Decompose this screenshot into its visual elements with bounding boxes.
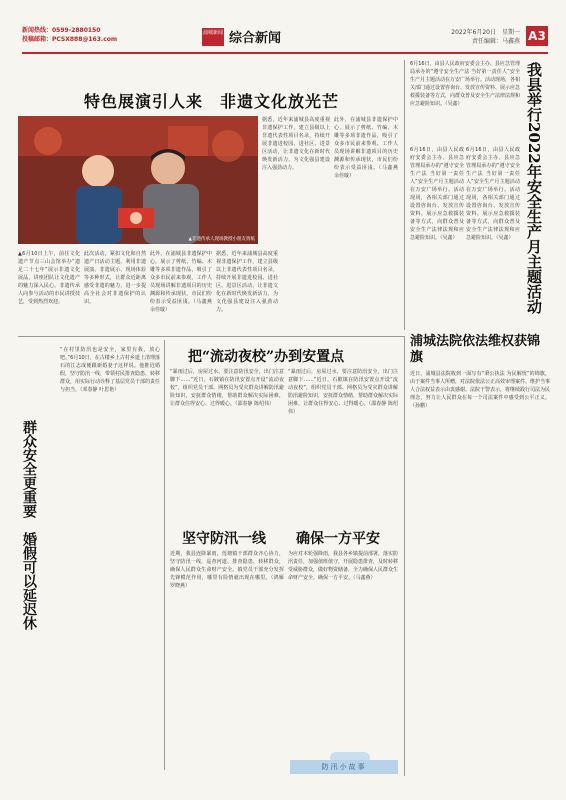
story6-body: 近期，我县连降暴雨，莲塘镇干部群众齐心协力，坚守防汛一线，巡查河道、排查隐患、转移群众，确保人民群众生命财产安全。镇党员干部充分发挥先锋模范作用，哪里有险情就出现在哪里。（鸿雁 罗晓燕） (170, 551, 284, 589)
story1-col2: 此次活动，紧扣文化和自然遗产日活动主题，利用非遗展演、非遗展示、现场体验等多种形式，让群众近距离感受非遗的魅力，进一步提高全社会对非遗保护的认识。 (84, 251, 146, 305)
story2-body-left: 6月16日，由县人民政府安委会主办、县应急管理局承办的“遵守安全生产法 当好第一责任人”安全生产月主题活动在万安广场举行。活动现场，各相关部门通过设置咨询台、发放宣传资料、展示应急救援装备等方式，向群众普及安全生产法律法规和应急避险知识。（吴鑫） (410, 147, 464, 241)
footer-banner: 防汛小故事 (290, 760, 398, 774)
story1-col5: 据悉，近年来浦城县高度重视非遗保护工作，建立县级以上非遗代表性项目名录，持续开展非遗进校园、进社区、进景区活动，让非遗文化在新时代焕发新活力，为文化强县建设注入强劲动力。 (262, 117, 330, 171)
page-number: A3 (526, 26, 548, 46)
column-divider (404, 60, 405, 330)
story1-col3: 此外，在浦城县非遗保护中心，展示了剪纸、竹编、木雕等多项非遗作品，吸引了众多市民前来参观。工作人员现场讲解非遗项目的历史渊源和传承现状，市民们纷纷表示受益匪浅。（马鑫燕 余佳璇） (150, 251, 212, 313)
story1-headline: 特色展演引人来 非遗文化放光芒 (84, 92, 340, 111)
story1-photo (18, 116, 258, 244)
contact-info (22, 26, 117, 44)
story1-col6: 此外，在浦城县非遗保护中心，展示了剪纸、竹编、木雕等多项非遗作品，吸引了众多市民前来参观。工作人员现场讲解非遗项目的历史渊源和传承现状，市民们纷纷表示受益匪浅。（马鑫燕 余佳璇） (334, 117, 398, 179)
newspaper-logo: 浦城新闻 (202, 28, 224, 46)
story3-headline-text: 浦城法院依法维权获锦旗 (410, 334, 541, 365)
story4-body: “在村里防汛也是安全，家里有我，放心吧。”6月10日，在古楼乡上古村乡道上清理落石的江志成便跟新婚妻子这样说。他推迟婚假，坚守防汛一线，带领村民排查隐患、转移群众，用实际行动诠释了基层党员干部的责任与担当。（邓春静 叶思艳） (60, 347, 160, 393)
story5-col2: “暴雨过后，房屋过水，要注意防汛安全，出门注意脚下……”近日，石陂镇在防汛安置点开设“流动夜校”，组织党员干部、网格员为受灾群众讲解防汛避险知识，安抚群众情绪，帮助群众解决实际困难，让群众住得安心、过得暖心。（邵春静 陈绍伟） (288, 369, 398, 415)
page-header (22, 26, 548, 52)
story6-headline: 坚守防汛一线 (182, 531, 266, 547)
photo-caption: ▲非遗传承人现场教授小朋友剪纸 (188, 237, 255, 242)
story3-headline (410, 334, 550, 366)
story2-body-top: 6月16日，由县人民政府安委会主办、县应急管理局承办的“遵守安全生产法 当好第一责任人”安全生产月主题活动在万安广场举行。活动现场，各相关部门通过设置咨询台、发放宣传资料、展示应急救援装备等方式，向群众普及安全生产法律法规和应急避险知识。（吴鑫） (410, 61, 520, 107)
story1-col4: 据悉，近年来浦城县高度重视非遗保护工作，建立县级以上非遗代表性项目名录，持续开展非遗进校园、进社区、进景区活动，让非遗文化在新时代焕发新活力，为文化强县建设注入强劲动力。 (216, 251, 278, 313)
horizontal-divider (18, 336, 404, 337)
story3-body: 近日，浦城县法院收到一面写有“秉公执法 为民解忧”的锦旗，由于案件当事人所赠，对法院依法公正高效审理案件、维护当事人合法权益表示由衷感谢。法院干警表示，将继续践行司法为民理念，努力让人民群众在每一个司法案件中感受到公平正义。（孙鹏） (410, 371, 550, 409)
story4-divider (164, 340, 165, 770)
story5-headline: 把“流动夜校”办到安置点 (188, 349, 345, 365)
story2-body-right: 6月16日，由县人民政府安委会主办、县应急管理局承办的“遵守安全生产法 当好第一责任人”安全生产月主题活动在万安广场举行。活动现场，各相关部门通过设置咨询台、发放宣传资料、展示应急救援装备等方式，向群众普及安全生产法律法规和应急避险知识。（吴鑫） (466, 147, 520, 241)
story5-col1: “暴雨过后，房屋过水，要注意防汛安全，出门注意脚下……”近日，石陂镇在防汛安置点开设“流动夜校”，组织党员干部、网格员为受灾群众讲解防汛避险知识，安抚群众情绪，帮助群众解决实际困难，让群众住得安心、过得暖心。（邵春静 陈绍伟） (170, 369, 284, 407)
editor-credit: 责任编辑：马鑫燕 (471, 38, 520, 45)
section-title: 综合新闻 (229, 31, 282, 46)
story1-col1: ▲6月10日上午，前往文化遗产节点三山会馆举办“遗足二十七年”展示非遗文化展品，讲座团队让文化遗产的魅力深入民心。非遗传承人向参与活动的市民讲授技艺，受到热烈欢迎。 (18, 251, 80, 305)
date-block (451, 28, 520, 46)
photo-illustration (18, 116, 258, 244)
story7-headline: 确保一方平安 (296, 531, 380, 547)
email-text: 投稿邮箱：PCSX888@163.com (22, 36, 118, 43)
story2-headline: 我县举行2022年安全生产月主题活动 (525, 62, 543, 314)
header-divider (22, 52, 548, 54)
issue-date: 2022年6月20日 星期一 (451, 29, 520, 36)
story7-body: 为应对本轮强降雨，我县各乡镇提前部署，落实防汛责任，加强值班值守，开展隐患排查，及时转移受威胁群众，做好物资储备，全力确保人民群众生命财产安全，确保一方平安。（马鑫燕） (288, 551, 398, 581)
story4-headline: 群众安全更重要 婚假可以延迟休 (21, 420, 37, 630)
hotline-text: 新闻热线：0599-2880150 (22, 27, 101, 34)
column-divider-lower (404, 336, 405, 776)
